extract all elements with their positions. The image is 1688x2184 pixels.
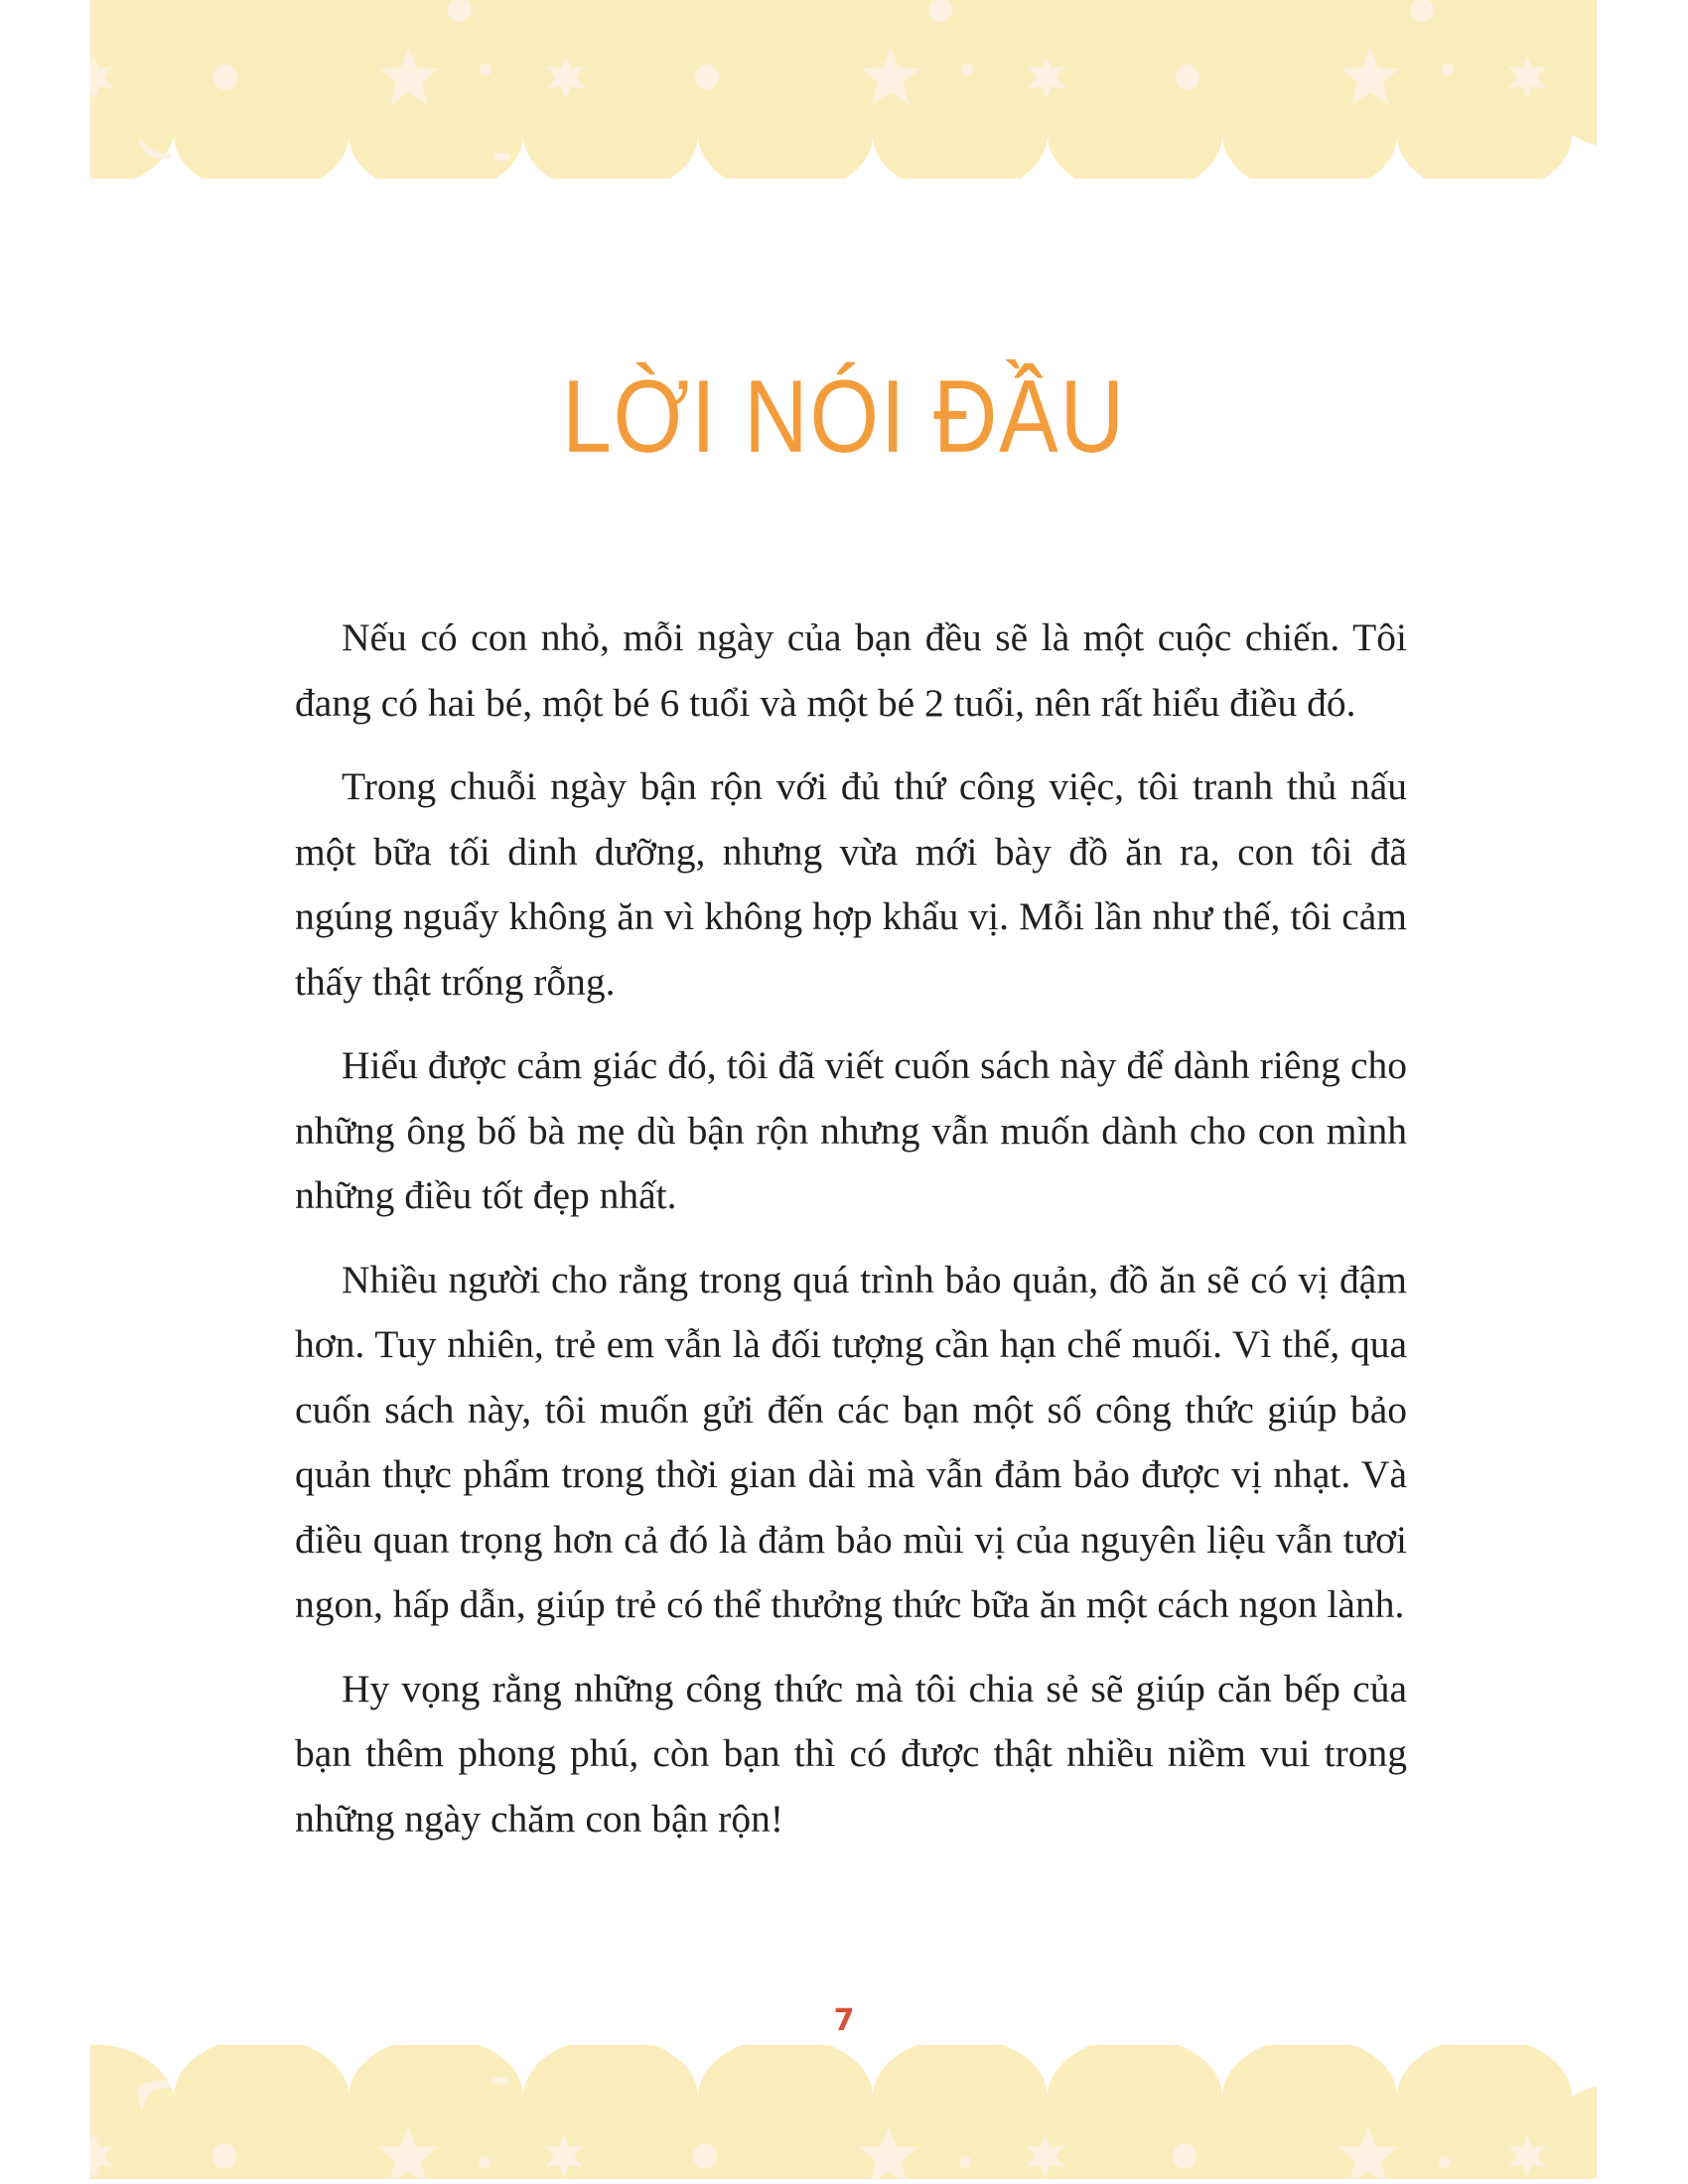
scalloped-border-bottom — [0, 2045, 1688, 2184]
paragraph: Nhiều người cho rằng trong quá trình bảo quản, đồ ăn sẽ có vị đậm hơn. Tuy nhiên, trẻ em vẫn là đối tượng cần hạn chế muối. Vì thế, qua cuốn sách này, tôi muốn gửi đến các bạn một số công thức giúp bảo quản thực phẩm trong thời gian dài mà vẫn đảm bảo được vị nhạt. Và điều quan trọng hơn cả đó là đảm bảo mùi vị của nguyên liệu vẫn tươi ngon, hấp dẫn, giúp trẻ có thể thưởng thức bữa ăn một cách ngon lành. — [295, 1257, 1407, 1626]
paragraph: Trong chuỗi ngày bận rộn với đủ thứ công việc, tôi tranh thủ nấu một bữa tối dinh dưỡng, nhưng vừa mới bày đồ ăn ra, con tôi đã ngúng nguẩy không ăn vì không hợp khẩu vị. Mỗi lần như thế, tôi cảm thấy thật trống rỗng. — [295, 764, 1407, 1004]
paragraph: Hy vọng rằng những công thức mà tôi chia sẻ sẽ giúp căn bếp của bạn thêm phong phú, còn bạn thì có được thật nhiều niềm vui trong những ngày chăm con bận rộn! — [295, 1666, 1407, 1841]
paragraph: Nếu có con nhỏ, mỗi ngày của bạn đều sẽ là một cuộc chiến. Tôi đang có hai bé, một bé 6 tuổi và một bé 2 tuổi, nên rất hiểu điều đó. — [295, 615, 1407, 725]
paragraph: Hiểu được cảm giác đó, tôi đã viết cuốn sách này để dành riêng cho những ông bố bà mẹ dù bận rộn nhưng vẫn muốn dành cho con mình những điều tốt đẹp nhất. — [295, 1043, 1407, 1217]
body-text — [295, 606, 1407, 1870]
scalloped-border-top — [0, 0, 1688, 179]
bottom-decorative-band — [0, 2045, 1688, 2184]
page-number: 7 — [833, 2003, 855, 2038]
page-title: LỜI NÓI ĐẦU — [562, 359, 1126, 475]
top-decorative-band — [0, 0, 1688, 179]
